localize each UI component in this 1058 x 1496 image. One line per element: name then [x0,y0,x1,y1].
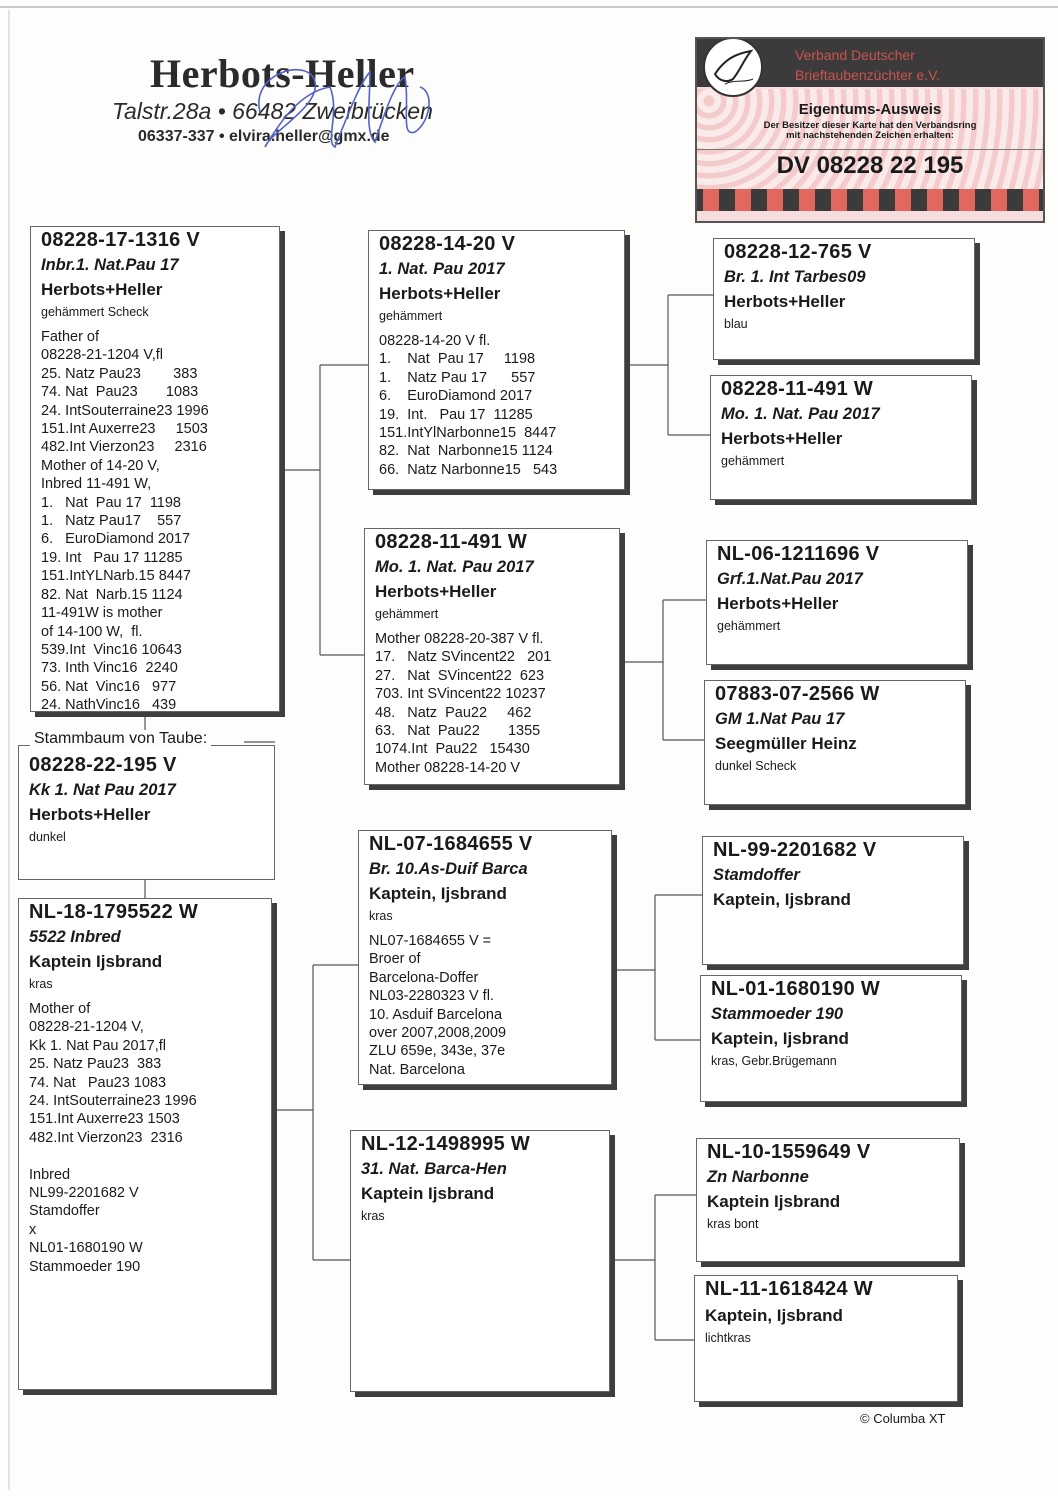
achievement-title: GM 1.Nat Pau 17 [715,710,845,728]
breeder-name: Kaptein, Ijsbrand [369,884,507,903]
ring-number: 07883-07-2566 W [715,683,880,705]
achievement-title: Grf.1.Nat.Pau 2017 [717,570,863,588]
pigeon-card-ddd [694,1275,958,1402]
note-line: Mother of 14-20 V, [41,457,160,474]
note-line: 17. Natz SVincent22 201 [375,649,552,666]
ring-number: NL-18-1795522 W [29,901,199,923]
note-line: 10. Asduif Barcelona [369,1006,503,1023]
note-line: 11-491W is mother [41,605,163,622]
pigeon-card-dss [702,836,964,965]
note-line: 73. Inth Vinc16 2240 [41,660,178,677]
achievement-title: Mo. 1. Nat. Pau 2017 [721,405,880,423]
ring-number: 08228-11-491 W [375,531,528,553]
card-title: Eigentums-Ausweis [798,101,942,118]
breeder-name: Herbots+Heller [721,429,843,448]
ring-number: NL-99-2201682 V [713,839,877,861]
note-line: 08228-21-1204 V, [29,1019,144,1036]
note-line: 25. Natz Pau23 383 [41,365,198,382]
ring-number: NL-10-1559649 V [707,1141,871,1163]
note-line: Stamdoffer [29,1203,100,1220]
pigeon-card-ds [358,830,612,1085]
note-line: Inbred 11-491 W, [41,476,152,493]
pigeon-card-dam [18,898,272,1390]
plumage-color: dunkel [29,830,66,844]
achievement-title: 5522 Inbred [29,928,121,946]
note-line: of 14-100 W, fl. [41,623,143,640]
breeder-name: Herbots+Heller [379,284,501,303]
card-subtitle-line2: mit nachstehenden Zeichen erhalten: [786,130,954,141]
pigeon-card-subject [18,745,275,880]
breeder-name: Kaptein Ijsbrand [707,1192,841,1211]
plumage-color: gehämmert [375,607,439,621]
note-line: 56. Nat Vinc16 977 [41,678,177,695]
note-line: 74. Nat Pau23 1083 [41,384,199,401]
note-line: Mother of [29,1001,91,1017]
plumage-color: blau [724,317,748,331]
pigeon-card-sss [713,238,975,360]
note-line: 151.Int Auxerre23 1503 [41,421,208,438]
note-line: NL07-1684655 V = [369,933,492,949]
plumage-color: gehämmert [717,619,781,633]
note-line: 151.Int Auxerre23 1503 [29,1111,180,1128]
note-line: Kk 1. Nat Pau 2017,fl [29,1037,167,1054]
note-line: 1. Natz Pau 17 557 [379,369,536,386]
plumage-color: lichtkras [705,1331,751,1345]
pigeon-card-dd [350,1130,610,1392]
note-line: Mother 08228-20-387 V fl. [375,631,544,647]
plumage-color: gehämmert Scheck [41,305,149,319]
note-line: Mother 08228-14-20 V [375,759,521,776]
breeder-name: Herbots+Heller [29,805,151,824]
ring-number: 08228-22-195 V [29,754,177,776]
performance-notes [41,328,279,712]
note-line: 151.IntYLNarb.15 8447 [41,568,191,585]
achievement-title: Mo. 1. Nat. Pau 2017 [375,558,534,576]
note-line: Father of [41,329,100,345]
performance-notes [379,332,624,479]
note-line: 08228-21-1204 V,fl [41,347,164,364]
ring-number: 08228-14-20 V [379,233,516,255]
ring-number: 08228-17-1316 V [41,229,201,251]
pigeon-card-dds [696,1138,960,1262]
card-ring-number: DV 08228 22 195 [697,149,1043,180]
breeder-name: Kaptein, Ijsbrand [713,890,851,909]
ring-number: 08228-11-491 W [721,378,874,400]
note-line: 48. Natz Pau22 462 [375,704,532,721]
note-line: 6. EuroDiamond 2017 [41,531,191,548]
breeder-name: Seegmüller Heinz [715,734,857,753]
note-line: 19. Int. Pau 17 11285 [379,406,533,423]
achievement-title: 31. Nat. Barca-Hen [361,1160,507,1178]
note-line: 82. Nat Narb.15 1124 [41,586,183,603]
pigeon-card-ss [368,230,625,490]
note-line: Inbred [29,1166,71,1183]
performance-notes [375,630,619,777]
pigeon-card-sire [30,226,280,712]
note-line: 82. Nat Narbonne15 1124 [379,443,553,460]
breeder-name: Herbots+Heller [41,280,163,299]
note-line: 19. Int Pau 17 11285 [41,549,183,566]
note-line: ZLU 659e, 343e, 37e [369,1043,506,1060]
note-line: 1074.Int Pau22 15430 [375,741,530,758]
card-org-line2: Brieftaubenzüchter e.V. [795,67,941,83]
breeder-contact: 06337-337 • elvira.heller@gmx.de [138,128,390,145]
note-line: 703. Int SVincent22 10237 [375,686,546,703]
note-line: 151.IntYlNarbonne15 8447 [379,425,557,442]
plumage-color: kras [361,1209,385,1223]
note-line: 08228-14-20 V fl. [379,333,491,349]
breeder-name: Kaptein Ijsbrand [361,1184,495,1203]
note-line: 63. Nat Pau22 1355 [375,723,541,740]
breeder-name: Herbots-Heller [150,51,415,96]
ring-number: NL-01-1680190 W [711,978,881,1000]
performance-notes [29,1000,271,1276]
plumage-color: kras [29,977,53,991]
note-line: 1. Natz Pau17 557 [41,513,182,530]
note-line: 6. EuroDiamond 2017 [379,388,533,405]
note-line: 74. Nat Pau23 1083 [29,1074,167,1091]
breeder-name: Kaptein Ijsbrand [29,952,163,971]
plumage-color: kras [369,909,393,923]
plumage-color: kras bont [707,1217,759,1231]
performance-notes [369,932,611,1079]
plumage-color: gehämmert [721,454,785,468]
achievement-title: Inbr.1. Nat.Pau 17 [41,256,179,274]
note-line: Barcelona-Doffer [369,969,479,986]
ring-number: NL-11-1618424 W [705,1278,873,1300]
breeder-address: Talstr.28a • 66482 Zweibrücken [112,98,433,124]
note-line: NL99-2201682 V [29,1185,139,1202]
achievement-title: Kk 1. Nat Pau 2017 [29,781,176,799]
achievement-title: Stamdoffer [713,866,800,884]
note-line [29,1147,271,1165]
note-line: 24. IntSouterraine23 1996 [41,402,209,419]
note-line: 1. Nat Pau 17 1198 [379,351,536,368]
achievement-title: Stammoeder 190 [711,1005,844,1023]
note-line: 482.Int Vierzon23 2316 [29,1129,183,1146]
pigeon-card-sdd [704,680,966,805]
card-org-line1: Verband Deutscher [795,47,915,63]
pigeon-card-ssd [710,375,972,500]
achievement-title: 1. Nat. Pau 2017 [379,260,505,278]
note-line: 66. Natz Narbonne15 543 [379,461,558,478]
plumage-color: dunkel Scheck [715,759,797,773]
note-line: 25. Natz Pau23 383 [29,1056,162,1073]
breeder-name: Herbots+Heller [375,582,497,601]
ring-number: NL-07-1684655 V [369,833,533,855]
copyright-footer: © Columba XT [860,1411,946,1426]
note-line: 1. Nat Pau 17 1198 [41,494,181,511]
note-line: Stammoeder 190 [29,1258,141,1275]
ring-number: 08228-12-765 V [724,241,872,263]
note-line: x [29,1221,37,1238]
achievement-title: Br. 1. Int Tarbes09 [724,268,866,286]
achievement-title: Br. 10.As-Duif Barca [369,860,528,878]
pedigree-label: Stammbaum von Taube: [30,730,211,748]
note-line: Nat. Barcelona [369,1061,465,1078]
plumage-color: gehämmert [379,309,443,323]
note-line: NL01-1680190 W [29,1240,143,1257]
note-line: 27. Nat SVincent22 623 [375,667,545,684]
breeder-name: Herbots+Heller [724,292,846,311]
note-line: 539.Int Vinc16 10643 [41,641,182,658]
pigeon-card-dsd [700,975,962,1102]
note-line: 482.Int Vierzon23 2316 [41,439,207,456]
plumage-color: kras, Gebr.Brügemann [711,1054,837,1068]
pigeon-card-sds [706,540,968,665]
ring-number: NL-12-1498995 W [361,1133,531,1155]
breeder-name: Kaptein, Ijsbrand [705,1306,843,1325]
note-line: Broer of [369,951,421,968]
achievement-title: Zn Narbonne [707,1168,809,1186]
pigeon-card-sd [364,528,620,785]
ring-number: NL-06-1211696 V [717,543,880,565]
breeder-name: Kaptein, Ijsbrand [711,1029,849,1048]
breeder-name: Herbots+Heller [717,594,839,613]
note-line: NL03-2280323 V fl. [369,988,494,1005]
note-line: 24. IntSouterraine23 1996 [29,1093,197,1110]
note-line: 24. NathVinc16 439 [41,697,177,712]
card-subtitle-line1: Der Besitzer dieser Karte hat den Verbandsring [763,120,977,131]
note-line: over 2007,2008,2009 [369,1025,507,1042]
